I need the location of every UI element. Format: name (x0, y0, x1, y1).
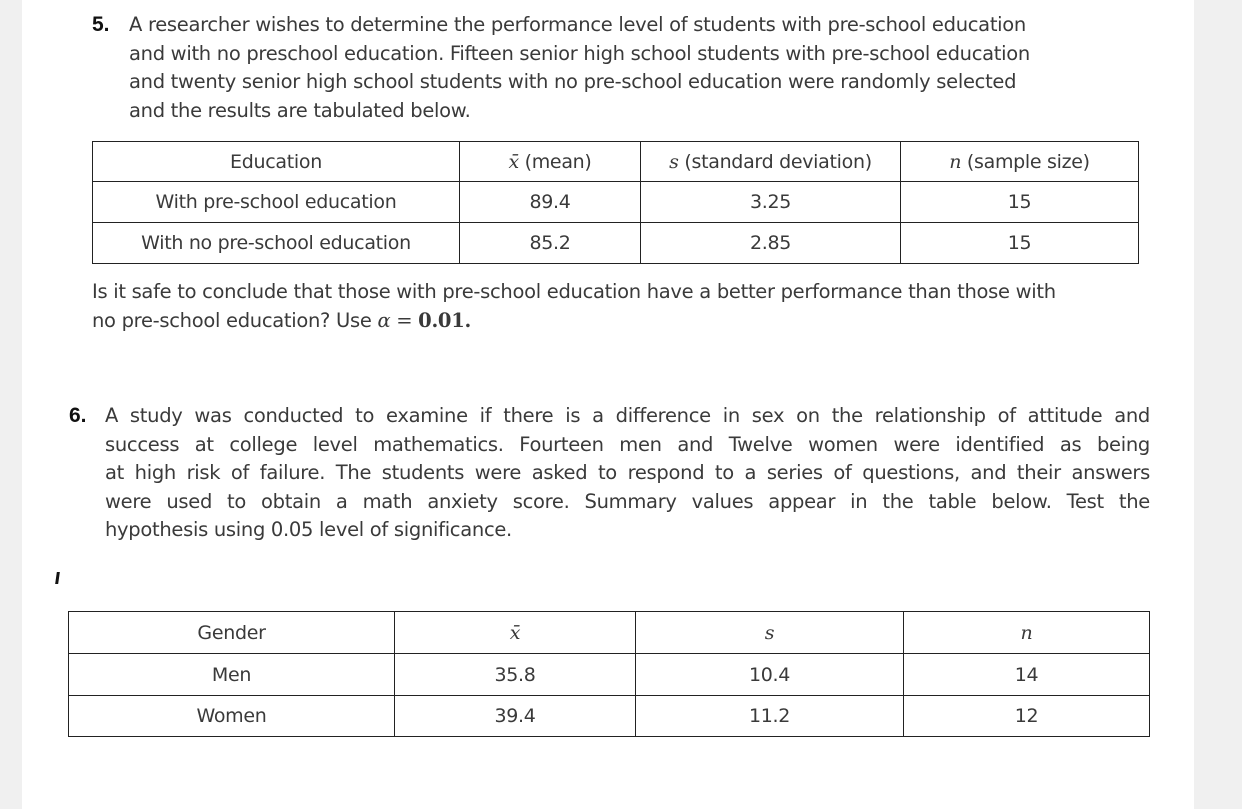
cell-education: With pre-school education (93, 182, 460, 223)
cell-gender: Men (69, 654, 395, 696)
sd-label: (standard deviation) (678, 150, 872, 173)
prompt-text: no pre-school education? Use (92, 308, 378, 332)
question-6-text (105, 402, 1150, 545)
question-6-line: hypothesis using 0.05 level of significance. (105, 518, 512, 541)
question-5-text (129, 11, 1129, 125)
alpha-symbol: α (377, 308, 391, 332)
header-gender: Gender (69, 612, 395, 654)
sd-symbol: s (669, 150, 679, 173)
cell-n: 15 (901, 182, 1139, 223)
question-5-number: 5. (92, 13, 110, 36)
header-sample-size (901, 142, 1139, 182)
table-header-row (69, 612, 1150, 654)
question-5-prompt (92, 278, 1152, 335)
question-6-line: A study was conducted to examine if there is a difference in sex on the relationship of attitude and (105, 404, 1150, 427)
question-6-line: were used to obtain a math anxiety score. Summary values appear in the table below. Test the (105, 489, 1150, 513)
cell-sd: 2.85 (641, 223, 901, 264)
education-table (92, 141, 1139, 264)
question-6-line: success at college level mathematics. Fourteen men and Twelve women were identified as being (105, 432, 1150, 456)
question-5-line: and with no preschool education. Fifteen senior high school students with pre-school education (129, 41, 1030, 65)
n-label: (sample size) (961, 150, 1090, 173)
cell-mean: 85.2 (460, 223, 641, 264)
question-5-prompt-line: Is it safe to conclude that those with pre-school education have a better performance than those with (92, 280, 1056, 303)
header-mean: x̄ (395, 612, 636, 654)
cell-sd: 11.2 (636, 696, 904, 737)
alpha-period: . (464, 308, 471, 332)
cell-n: 14 (904, 654, 1150, 696)
header-sd: s (636, 612, 904, 654)
cell-n: 15 (901, 223, 1139, 264)
mean-symbol: x̄ (508, 150, 519, 173)
header-standard-deviation (641, 142, 901, 182)
question-5-prompt-line (92, 307, 1152, 336)
header-mean (460, 142, 641, 182)
alpha-equals: = (390, 308, 419, 332)
table-row (93, 223, 1139, 264)
cell-mean: 35.8 (395, 654, 636, 696)
gender-table (68, 611, 1150, 737)
table-row (93, 182, 1139, 223)
question-6-number: 6. (69, 404, 87, 427)
table-row (69, 654, 1150, 696)
question-5-line: and twenty senior high school students with no pre-school education were randomly selected (129, 70, 1017, 93)
cell-mean: 89.4 (460, 182, 641, 223)
table-header-row (93, 142, 1139, 182)
cell-education: With no pre-school education (93, 223, 460, 264)
alpha-value: 0.01 (418, 308, 465, 332)
table-row (69, 696, 1150, 737)
question-5-line: A researcher wishes to determine the performance level of students with pre-school education (129, 13, 1026, 36)
cell-sd: 3.25 (641, 182, 901, 223)
n-symbol: n (949, 150, 962, 173)
header-education: Education (93, 142, 460, 182)
question-5-line: and the results are tabulated below. (129, 98, 471, 122)
cell-sd: 10.4 (636, 654, 904, 696)
cell-n: 12 (904, 696, 1150, 737)
cell-gender: Women (69, 696, 395, 737)
cell-mean: 39.4 (395, 696, 636, 737)
header-n: n (904, 612, 1150, 654)
question-6-line: at high risk of failure. The students were asked to respond to a series of questions, and their answers (105, 461, 1150, 484)
mean-label: (mean) (518, 150, 592, 173)
